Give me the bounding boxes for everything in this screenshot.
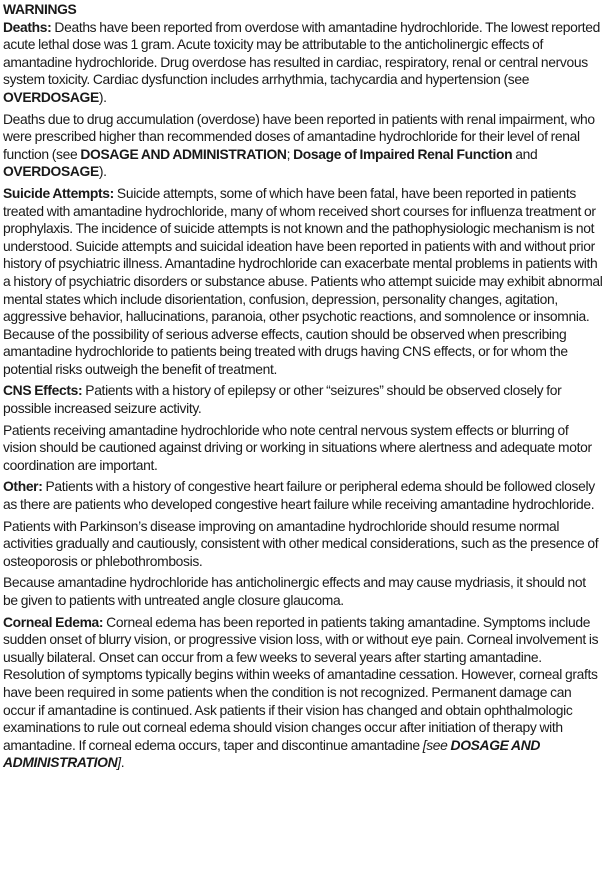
accumulation-and: and [512,145,538,162]
corneal-text: Corneal edema has been reported in patients taking amantadine. Symptoms include sudden onset of blurry vision, or progressive vision loss, with or without eye pain. Corneal involvement is usually bilateral. Onset can occur from a few weeks to several years after starting amantadine. Resolution of symptoms typically begins within weeks of amantadine cessation. However, corneal grafts have been required in some patients when the condition is not recognized. Permanent damage can occur if amantadine is continued. Ask patients if their vision has changed and obtain ophthalmologic examinations to rule out corneal edema should vision changes occur after initiation of therapy with amantadine. If corneal edema occurs, taper and discontinue amantadine [3,613,599,753]
see-close: ] [117,754,121,771]
other-label: Other: [3,478,43,495]
deaths-paragraph [3,19,603,107]
see-open: [see [422,736,451,753]
corneal-label: Corneal Edema: [3,613,104,630]
other-text: Patients with a history of congestive heart failure or peripheral edema should be followed closely as there are patients who developed congestive heart failure while receiving amantadine hydrochloride. [3,478,595,513]
cns-text: Patients with a history of epilepsy or other “seizures” should be observed closely for possible increased seizure activity. [3,382,562,417]
accumulation-separator: ; [286,145,294,162]
cns-paragraph [3,382,603,417]
other-paragraph [3,478,603,513]
suicide-label: Suicide Attempts: [3,184,114,201]
cns-vision-paragraph [3,422,603,475]
cns-label: CNS Effects: [3,382,83,399]
overdosage-ref-2: OVERDOSAGE [3,163,99,180]
parkinsons-text: Patients with Parkinson’s disease improving on amantadine hydrochloride should resume normal activities gradually and cautiously, consistent with other medical considerations, such as the presence of osteoporosis or phlebothrombosis. [3,517,599,569]
cns-vision-text: Patients receiving amantadine hydrochloride who note central nervous system effects or blurring of vision should be cautioned against driving or working in situations where alertness and adequate motor coordination are important. [3,421,592,473]
accumulation-text: Deaths due to drug accumulation (overdose) have been reported in patients with renal impairment, who were prescribed higher than recommended doses of amantadine hydrochloride for their level of renal function (see [3,110,595,162]
overdosage-ref: OVERDOSAGE [3,88,99,105]
suicide-paragraph [3,185,603,379]
warnings-document [3,1,603,776]
corneal-end: . [120,754,125,771]
deaths-text-end: ). [98,88,107,105]
deaths-text: Deaths have been reported from overdose with amantadine hydrochloride. The lowest reported acute lethal dose was 1 gram. Acute toxicity may be attributable to the anticholinergic effects of amantadine hydrochloride. Drug overdose has resulted in cardiac, respiratory, renal or central nervous system toxicity. Cardiac dysfunction includes arrhythmia, tachycardia and hypertension (see [3,18,601,88]
dosage-administration-ref: DOSAGE AND ADMINISTRATION [80,145,287,162]
corneal-dosage-ref: DOSAGE AND ADMINISTRATION [3,736,541,771]
accumulation-text-end: ). [98,163,107,180]
deaths-label: Deaths: [3,18,52,35]
parkinsons-paragraph [3,518,603,571]
glaucoma-text: Because amantadine hydrochloride has anticholinergic effects and may cause mydriasis, it should not be given to patients with untreated angle closure glaucoma. [3,574,586,608]
suicide-text: Suicide attempts, some of which have been fatal, have been reported in patients treated with amantadine hydrochloride, many of whom received short courses for influenza treatment or prophylaxis. The incidence of suicide attempts is not known and the pathophysiologic mechanism is not understood. Suicide attempts and suicidal ideation have been reported in patients with and without prior history of psychiatric illness. Amantadine hydrochloride can exacerbate mental problems in patients with a history of psychiatric disorders or substance abuse. Patients who attempt suicide may exhibit abnormal mental states which include disorientation, confusion, depression, personality changes, agitation, aggressive behavior, hallucinations, paranoia, other psychotic reactions, and somnolence or insomnia. Because of the possibility of serious adverse effects, caution should be observed when prescribing amantadine hydrochloride to patients being treated with drugs having CNS effects, or for whom the potential risks outweigh the benefit of treatment. [3,184,603,377]
warnings-heading: WARNINGS [3,1,77,17]
renal-dosage-ref: Dosage of Impaired Renal Function [293,145,513,162]
corneal-paragraph [3,614,603,772]
glaucoma-paragraph [3,574,603,609]
accumulation-paragraph [3,111,603,181]
